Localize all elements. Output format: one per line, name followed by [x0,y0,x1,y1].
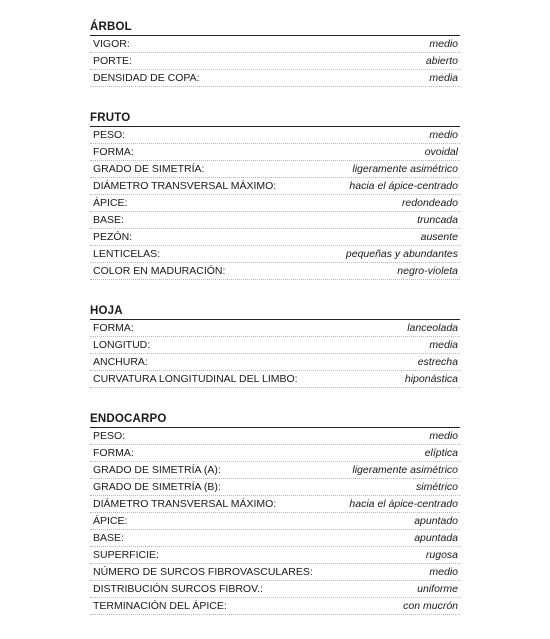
attribute-label: GRADO DE SIMETRÍA (B): [93,481,221,493]
attribute-row [90,547,460,564]
attribute-label: GRADO DE SIMETRÍA: [93,163,205,175]
attribute-row [90,36,460,53]
attribute-row [90,263,460,280]
attribute-row [90,229,460,246]
section-árbol [90,20,460,87]
attribute-value: medio [429,566,458,578]
attribute-label: PESO: [93,430,126,442]
attribute-row [90,212,460,229]
attribute-label: DENSIDAD DE COPA: [93,72,200,84]
attribute-row [90,530,460,547]
attribute-label: ÁPICE: [93,515,128,527]
section-title: HOJA [90,304,460,320]
attribute-row [90,371,460,388]
attribute-row [90,178,460,195]
characteristics-sheet [90,20,460,639]
attribute-label: ANCHURA: [93,356,148,368]
attribute-row [90,445,460,462]
attribute-row [90,581,460,598]
attribute-row [90,70,460,87]
attribute-value: elíptica [424,447,458,459]
attribute-label: BASE: [93,214,124,226]
attribute-row [90,462,460,479]
attribute-label: PEZÓN: [93,231,133,243]
attribute-value: lanceolada [407,322,458,334]
attribute-label: CURVATURA LONGITUDINAL DEL LIMBO: [93,373,298,385]
section-title: ENDOCARPO [90,412,460,428]
attribute-label: ÁPICE: [93,197,128,209]
section-title: FRUTO [90,111,460,127]
attribute-value: negro-violeta [397,265,458,277]
attribute-row [90,144,460,161]
attribute-label: COLOR EN MADURACIÓN: [93,265,226,277]
attribute-value: simétrico [415,481,458,493]
attribute-value: abierto [425,55,458,67]
attribute-row [90,320,460,337]
attribute-row [90,479,460,496]
attribute-label: DISTRIBUCIÓN SURCOS FIBROV.: [93,583,263,595]
attribute-value: apuntada [414,532,458,544]
attribute-label: LONGITUD: [93,339,151,351]
attribute-value: apuntado [414,515,458,527]
attribute-value: uniforme [417,583,458,595]
attribute-row [90,161,460,178]
attribute-value: ovoidal [424,146,458,158]
attribute-value: pequeñas y abundantes [345,248,458,260]
attribute-value: hiponástica [404,373,458,385]
attribute-row [90,337,460,354]
attribute-label: SUPERFICIE: [93,549,159,561]
attribute-label: PESO: [93,129,126,141]
attribute-value: media [429,72,458,84]
section-fruto [90,111,460,280]
attribute-value: rugosa [425,549,458,561]
attribute-row [90,53,460,70]
attribute-row [90,354,460,371]
attribute-label: NÚMERO DE SURCOS FIBROVASCULARES: [93,566,313,578]
attribute-row [90,428,460,445]
attribute-label: FORMA: [93,322,134,334]
attribute-value: estrecha [417,356,458,368]
attribute-value: ligeramente asimétrico [352,464,458,476]
attribute-label: FORMA: [93,447,134,459]
attribute-value: hacia el ápice-centrado [349,180,458,192]
attribute-row [90,496,460,513]
attribute-label: DIÁMETRO TRANSVERSAL MÁXIMO: [93,180,277,192]
section-endocarpo [90,412,460,615]
attribute-label: DIÁMETRO TRANSVERSAL MÁXIMO: [93,498,277,510]
attribute-value: medio [429,38,458,50]
attribute-row [90,564,460,581]
attribute-row [90,195,460,212]
attribute-value: medio [429,129,458,141]
attribute-value: ligeramente asimétrico [352,163,458,175]
attribute-row [90,246,460,263]
attribute-label: GRADO DE SIMETRÍA (A): [93,464,221,476]
attribute-label: LENTICELAS: [93,248,161,260]
attribute-value: con mucrón [403,600,458,612]
attribute-value: ausente [420,231,458,243]
attribute-value: redondeado [401,197,458,209]
attribute-value: media [429,339,458,351]
section-title: ÁRBOL [90,20,460,36]
attribute-value: hacia el ápice-centrado [349,498,458,510]
attribute-value: medio [429,430,458,442]
attribute-label: BASE: [93,532,124,544]
section-hoja [90,304,460,388]
attribute-row [90,127,460,144]
attribute-row [90,598,460,615]
attribute-value: truncada [417,214,458,226]
attribute-label: PORTE: [93,55,132,67]
attribute-label: VIGOR: [93,38,130,50]
attribute-label: FORMA: [93,146,134,158]
attribute-row [90,513,460,530]
attribute-label: TERMINACIÓN DEL ÁPICE: [93,600,227,612]
